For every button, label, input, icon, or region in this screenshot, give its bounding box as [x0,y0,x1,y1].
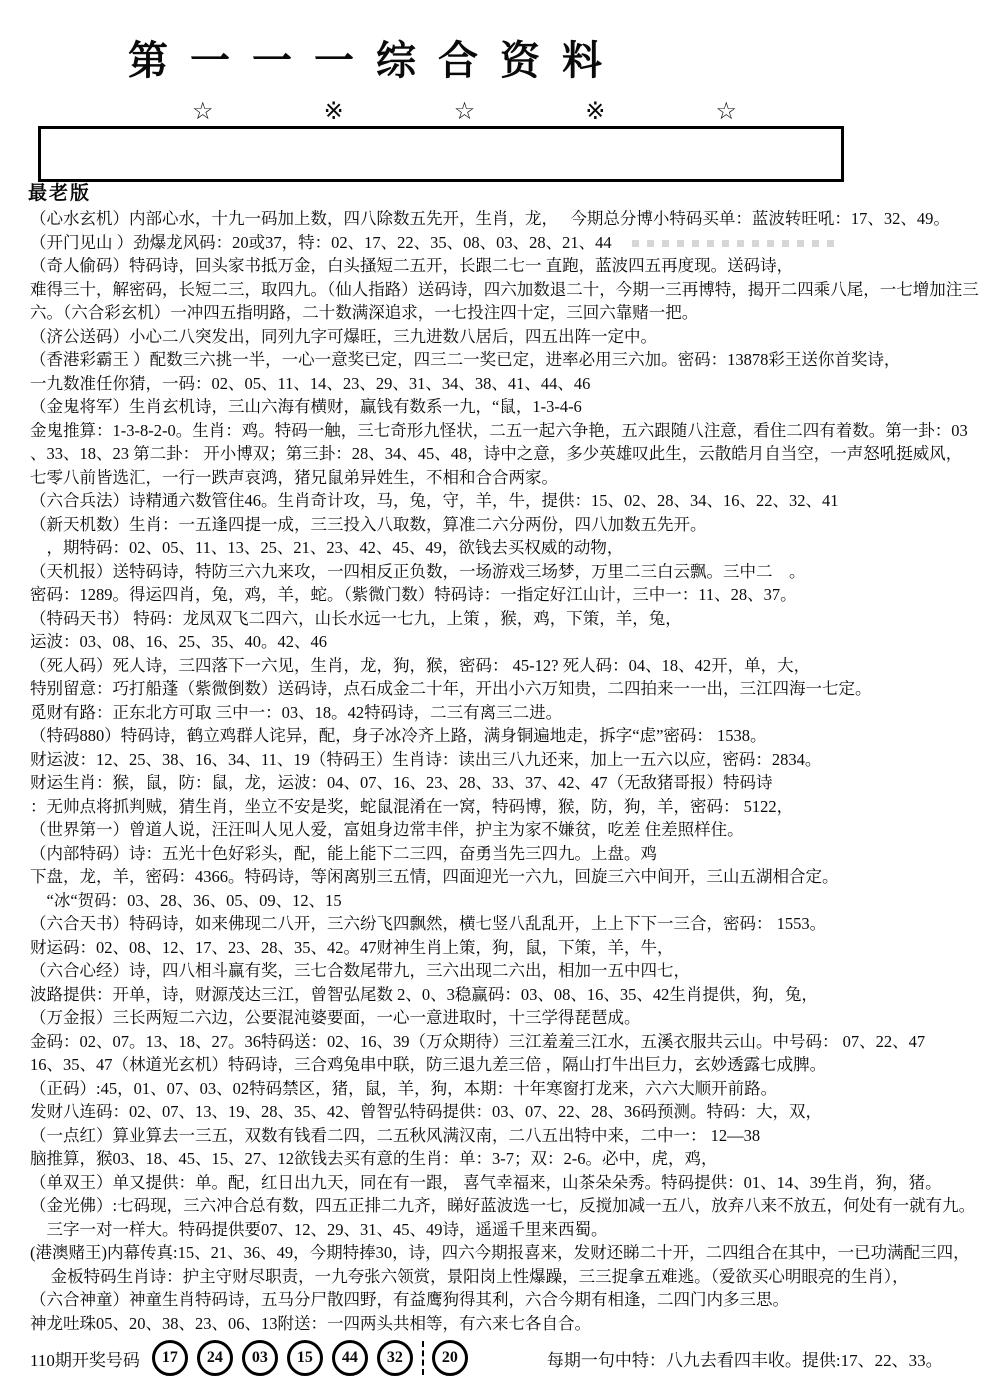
text-line: 六。（六合彩玄机）一冲四五指明路，二十数满深追求，一七投注四十定，三回六靠赌一把。 [30,303,699,322]
text-line: 觅财有路：正东北方可取 三中一：03、18。42特码诗，二三有离三二进。 [30,702,563,722]
draw-result-label: 110期开奖号码 [30,1350,140,1370]
body-text [0,207,985,1335]
text-line: （金鬼将军）生肖玄机诗，三山六海有横财，赢钱有数系一九，“鼠，1-3-4-6 [30,397,582,416]
header-symbol-icon: ☆ [192,99,214,125]
text-line: 下盘，龙，羊，密码：4366。特码诗，等闲离别三五情，四面迎光一六九，回旋三六中间开，三山五湖相合定。 [30,867,839,886]
text-line: (港澳赌王)内幕传真:15、21、36、49，今期特捧30，诗，四六今期报喜来，发财还睇二十开，二四组合在其中，一已功满配三四， [30,1243,970,1262]
text-line: （六合心经）诗，四八相斗赢有奖，三七合数尾带九，三六出现二六出，相加一五中四七， [30,961,690,980]
text-line: 金码：02、07。13、18、27。36特码送：02、16、39（万众期待）三江羞羞三江水，五溪衣服共云山。中号码： 07、22、47 [30,1031,926,1051]
header-symbol-icon: ※ [323,99,344,125]
text-line: （开门见山 ）劲爆龙风码：20或37，特：02、17、22、35、08、03、28、21、44 [30,232,612,252]
number-ball: 44 [332,1340,368,1376]
text-line: “冰“贺码：03、28、36、05、09、12、15 [30,890,342,910]
header-symbols-row [192,98,737,126]
text-line: （世界第一）曾道人说，汪汪叫人见人爱，富姐身边常丰伴，护主为家不嫌贫，吃差 住差照样住。 [30,820,744,839]
text-line: 神龙吐珠05、20、38、23、06、13附送：一四两头共相等，有六来七各自合。 [30,1313,591,1333]
draw-slogan: 每期一句中特：八九去看四丰收。提供:17、22、33。 [546,1350,943,1370]
header-symbol-icon: ☆ [715,99,737,125]
text-line: 运波：03、08、16、25、35、40。42、46 [30,632,327,651]
text-line: 财运波：12、25、38、16、34、11、19（特码王）生肖诗：读出三八九还来，加上一五六以应，密码：2834。 [30,749,822,769]
text-line: （六合神童）神童生肖特码诗，五马分尸散四野，有益鹰狗得其利，六合今期有相逢，二四门内多三思。 [30,1290,789,1309]
text-line: 七零八前皆选汇，一行一跌声哀鸿，猪兄鼠弟异姓生，不相和合合两家。 [30,467,558,487]
number-ball: 03 [242,1340,278,1376]
number-ball: 24 [197,1340,233,1376]
text-line: 金板特码生肖诗：护主守财尽职责，一九夸张六领赏，景阳岗上性爆躁，三三捉拿五难逃。（爱欲买心明眼亮的生肖）， [30,1266,909,1286]
text-line: 财运码：02、08、12、17、23、28、35、42。47财神生肖上策，狗，鼠，下策，羊，牛， [30,937,674,957]
header-symbol-icon: ☆ [453,99,476,125]
edition-label: 最老版 [28,183,92,204]
text-line: 特别留意：巧打船蓬（紫微倒数）送码诗，点石成金二十年，开出小六万知贵，二四拍来一一出，三江四海一七定。 [30,679,872,698]
text-line: （万金报）三长两短二六边，公要混沌婆要面，一心一意进取时，十三学得琵琶成。 [30,1008,641,1027]
text-line: （天机报）送特码诗，特防三六九来攻，一四相反正负数，一场游戏三场梦，万里二三白云飘。三中二 。 [30,561,806,581]
text-line: 一九数准任你猜，一码：02、05、11、14、23、29、31、34、38、41、44、46 [30,373,591,393]
text-line: 、33、18、23 第二卦： 开小博双；第三卦：28、34、45、48，诗中之意，多少英雄叹此生，云散皓月自当空，一声怒吼挺威风， [30,444,963,463]
special-number-separator [422,1341,424,1375]
text-line: 三字一对一样大。特码提供要07、12、29、31、45、49诗，遥遥千里来西蜀。 [30,1219,608,1239]
text-line: 财运生肖：猴，鼠，防：鼠，龙，运波：04、07、16、23、28、33、37、42、47（无敌猪哥报）特码诗 [30,773,773,792]
text-line: 金鬼推算：1-3-8-2-0。生肖：鸡。特码一触，三七奇形九怪状，二五一起六争艳，五六跟随八注意，看住二四有着数。第一卦：03 [30,420,968,440]
text-line: （死人码）死人诗，三四落下一六见，生肖，龙，狗，猴，密码： 45-12? 死人码：04、18、42开，单，大， [30,655,811,675]
text-line: （正码）:45，01、07、03、02特码禁区，猪，鼠，羊，狗，本期：十年寒窗打龙来，六六大顺开前路。 [30,1078,778,1098]
text-line: （内部特码）诗：五光十色好彩头，配，能上能下二三四，奋勇当先三四九。上盘。鸡 [30,843,657,863]
number-ball: 15 [287,1340,323,1376]
text-line: （奇人偷码）特码诗，回头家书抵万金，白头搔短二五开，长跟二七一 直跑，蓝波四五再度现。送码诗， [30,256,794,275]
print-smudge [632,240,842,247]
text-line: （六合天书）特码诗，如来佛现二八开，三六纷飞四飘然，横七竖八乱乱开，上上下下一三合，密码： 1553。 [30,914,827,933]
text-line: （济公送码）小心二八突发出，同列九字可爆旺，三九进数八居后，四五出阵一定中。 [30,326,657,346]
special-number-ball: 20 [432,1340,468,1376]
draw-result-row [30,1339,985,1377]
draw-number-balls [152,1340,422,1376]
text-line: 16、35、47（林道光玄机）特码诗，三合鸡兔串中联，防三退九差三倍 ，隔山打牛出巨力，玄妙透露七成脾。 [30,1055,827,1074]
text-line: （香港彩霸王 ）配数三六挑一半，一心一意奖已定，四三二一奖已定，进率必用三六加。密码：13878彩王送你首奖诗， [30,350,901,369]
text-line: 脑推算，猴03、18、45、15、27、12欲钱去买有意的生肖：单：3-7；双：2-6。必中，虎，鸡， [30,1149,718,1168]
text-line: 密码：1289。得运四肖，兔，鸡，羊，蛇。（紫微门数）特码诗：一指定好江山计，三中一：11、28、37。 [30,585,797,604]
page-title: 第一一一综合资料 [128,38,624,83]
text-line: 波路提供：开单，诗，财源茂达三江，曾智弘尾数 2、0、3稳赢码：03、08、16、35、42生肖提供，狗，兔， [30,984,818,1004]
text-line: （一点红）算业算去一三五，双数有钱看二四，二五秋风满汉南，二八五出特中来，二中一： 12—38 [30,1125,761,1145]
text-line: （单双王）单又提供：单。配，红日出九天，同在有一跟， 喜气幸福来，山茶朵朵秀。特码提供：01、14、39生肖，狗，猪。 [30,1172,942,1192]
text-line: ，期特码：02、05、11、13、25、21、23、42、45、49，欲钱去买权威的动物， [30,538,624,557]
text-line: ：无帅点将抓判贼，猜生肖，坐立不安是奖，蛇鼠混淆在一窝，特码博，猴，防，狗，羊，密码： 5122， [30,796,794,816]
text-line: 发财八连码：02、07、13、19、28、35、42、曾智弘特码提供：03、07、22、28、36码预测。特码：大，双， [30,1102,822,1121]
text-line: （心水玄机）内部心水，十九一码加上数，四八除数五先开，生肖，龙， 今期总分博小特码买单：蓝波转旺吼：17、32、49。 [30,209,950,228]
text-line: （新天机数）生肖：一五逢四提一成，三三投入八取数，算准二六分两份，四八加数五先开。 [30,514,707,534]
text-line: （特码880）特码诗，鹤立鸡群人诧异，配，身子冰冷齐上路，满身铜遍地走，拆字“虑”密码： 1538。 [30,726,767,745]
number-ball: 17 [152,1340,188,1376]
number-ball: 32 [377,1340,413,1376]
text-line: （特码天书） 特码：龙凤双飞二四六，山长水远一七九，上策 ，猴，鸡，下策，羊，兔， [30,608,682,628]
text-line: 难得三十，解密码，长短二三，取四九。（仙人指路）送码诗，四六加数退二十，今期一三再博特，揭开二四乘八尾，一七增加注三 [30,279,979,299]
text-line: （金光佛）:七码现，三六冲合总有数，四五正排二九齐，睇好蓝波选一七，反搅加减一五八，放弃八来不放五，何处有一就有九。 [30,1196,976,1215]
blank-notice-box [38,126,844,182]
header-symbol-icon: ※ [585,99,606,125]
text-line: （六合兵法）诗精通六数管住46。生肖奇计攻，马，兔，守，羊，牛，提供：15、02、28、34、16、22、32、41 [30,491,839,510]
